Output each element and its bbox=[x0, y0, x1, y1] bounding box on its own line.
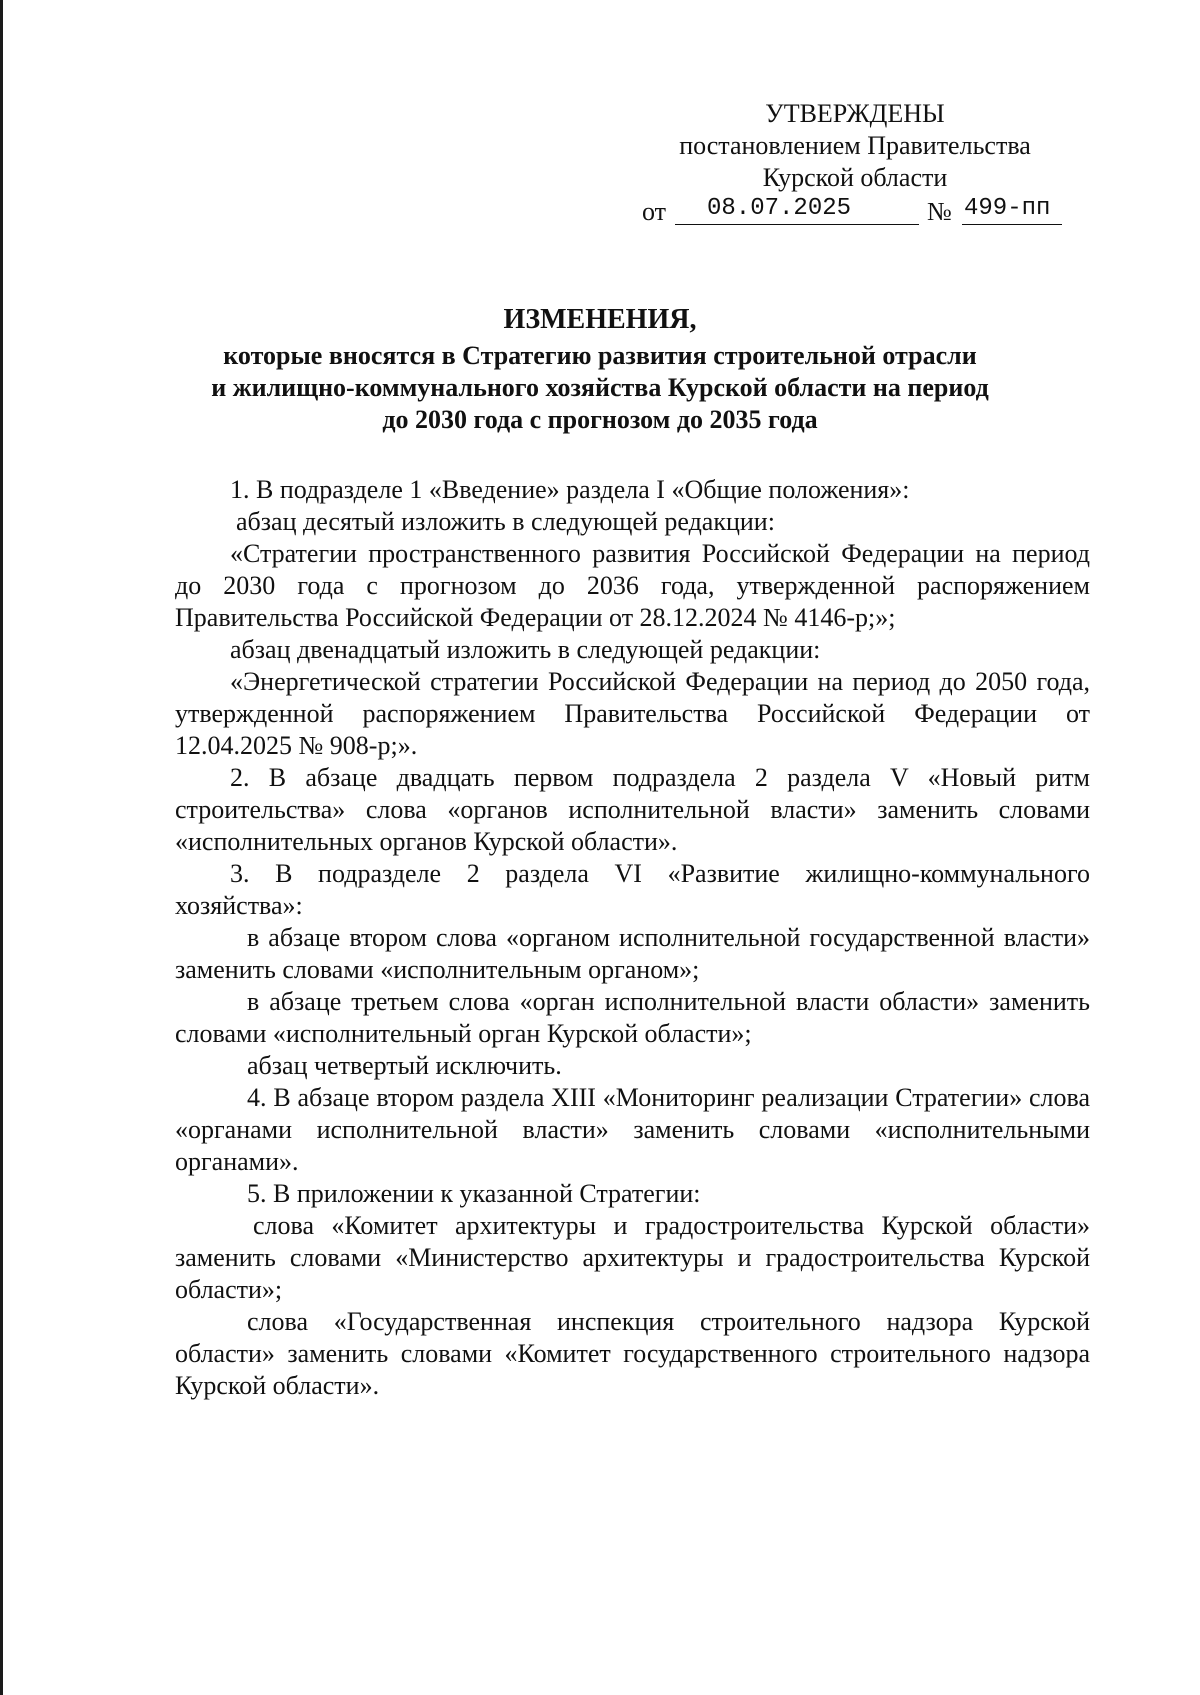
heading-title: ИЗМЕНЕНИЯ, bbox=[503, 304, 697, 335]
approval-region: Курской области bbox=[762, 163, 948, 192]
paragraph-6: 2. В абзаце двадцать первом подраздела 2 раздела V «Новый ритм строительства» слова «органов исполнительной власти» заменить словами «исполнительных органов Курской области». bbox=[175, 763, 1090, 856]
approval-stamp-block bbox=[640, 98, 1070, 228]
approval-title: УТВЕРЖДЕНЫ bbox=[765, 99, 945, 128]
date-prefix-label: от bbox=[642, 197, 667, 226]
paragraph-12: 5. В приложении к указанной Стратегии: bbox=[247, 1179, 701, 1208]
paragraph-14: слова «Государственная инспекция строительного надзора Курской области» заменить словами «Комитет государственного строительного надзора Курской области». bbox=[175, 1307, 1090, 1400]
approval-date-field: 08.07.2025 bbox=[675, 194, 919, 225]
paragraph-5: «Энергетической стратегии Российской Федерации на период до 2050 года, утвержденной распоряжением Правительства Российской Федерации от 12.04.2025 № 908-р;». bbox=[175, 667, 1090, 760]
heading-line-2: и жилищно-коммунального хозяйства Курской области на период bbox=[211, 373, 989, 402]
paragraph-9: в абзаце третьем слова «орган исполнительной власти области» заменить словами «исполнительный орган Курской области»; bbox=[175, 987, 1090, 1048]
paragraph-1: 1. В подразделе 1 «Введение» раздела I «Общие положения»: bbox=[230, 475, 910, 504]
paragraph-11: 4. В абзаце втором раздела XIII «Мониторинг реализации Стратегии» слова «органами исполнительной власти» заменить словами «исполнительными органами». bbox=[175, 1083, 1090, 1176]
document-heading bbox=[150, 302, 1050, 436]
paragraph-3: «Стратегии пространственного развития Российской Федерации на период до 2030 года с прогнозом до 2036 года, утвержденной распоряжением Правительства Российской Федерации от 28.12.2024 № 4146-р;»; bbox=[175, 539, 1090, 632]
number-sign-label: № bbox=[927, 197, 952, 226]
approval-date-number-line bbox=[640, 194, 1070, 228]
approval-issuer: постановлением Правительства bbox=[679, 131, 1031, 160]
paragraph-7: 3. В подразделе 2 раздела VI «Развитие жилищно-коммунального хозяйства»: bbox=[175, 859, 1090, 920]
approval-number-field: 499-пп bbox=[962, 194, 1062, 225]
paragraph-2: абзац десятый изложить в следующей редакции: bbox=[236, 507, 775, 536]
paragraph-4: абзац двенадцатый изложить в следующей редакции: bbox=[230, 635, 821, 664]
paragraph-13: слова «Комитет архитектуры и градостроительства Курской области» заменить словами «Министерство архитектуры и градостроительства Курской области»; bbox=[175, 1211, 1090, 1304]
paragraph-10: абзац четвертый исключить. bbox=[247, 1051, 562, 1080]
heading-line-3: до 2030 года с прогнозом до 2035 года bbox=[382, 405, 818, 434]
paragraph-8: в абзаце втором слова «органом исполнительной государственной власти» заменить словами «исполнительным органом»; bbox=[175, 923, 1090, 984]
heading-line-1: которые вносятся в Стратегию развития строительной отрасли bbox=[223, 341, 977, 370]
document-body bbox=[175, 474, 1090, 1402]
scan-left-edge bbox=[0, 0, 3, 1695]
